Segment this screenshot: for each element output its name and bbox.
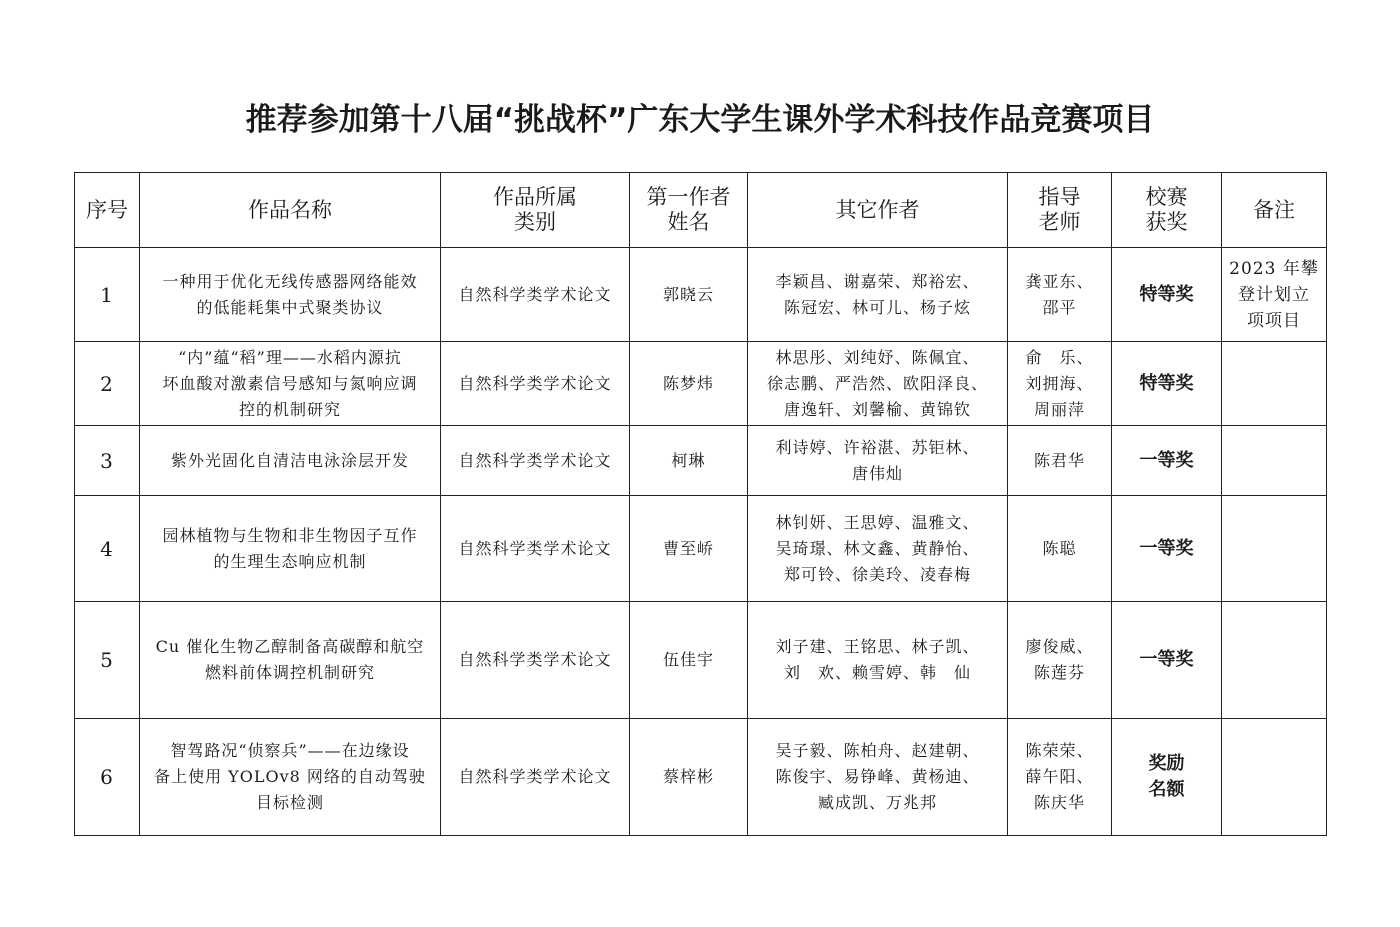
cell-name: 园林植物与生物和非生物因子互作 的生理生态响应机制 (140, 496, 441, 602)
cell-seq: 3 (75, 426, 140, 496)
cell-advisor: 龚亚东、 邵平 (1008, 248, 1112, 342)
cell-other-authors: 林钊妍、王思婷、温雅文、 吴琦璟、林文鑫、黄静怡、 郑可铃、徐美玲、凌春梅 (748, 496, 1008, 602)
cell-note (1222, 426, 1327, 496)
cell-name: Cu 催化生物乙醇制备高碳醇和航空 燃料前体调控机制研究 (140, 602, 441, 719)
cell-seq: 2 (75, 342, 140, 426)
cell-award: 一等奖 (1112, 602, 1222, 719)
cell-note (1222, 602, 1327, 719)
cell-award: 一等奖 (1112, 426, 1222, 496)
cell-award: 特等奖 (1112, 248, 1222, 342)
cell-category: 自然科学类学术论文 (441, 426, 630, 496)
header-category: 作品所属 类别 (441, 173, 630, 248)
cell-name: “内”蕴“稻”理——水稻内源抗 坏血酸对激素信号感知与氮响应调 控的机制研究 (140, 342, 441, 426)
cell-category: 自然科学类学术论文 (441, 248, 630, 342)
cell-category: 自然科学类学术论文 (441, 342, 630, 426)
header-advisor: 指导 老师 (1008, 173, 1112, 248)
cell-other-authors: 利诗婷、许裕湛、苏钜林、 唐伟灿 (748, 426, 1008, 496)
header-first-author: 第一作者 姓名 (630, 173, 748, 248)
header-award: 校赛 获奖 (1112, 173, 1222, 248)
cell-first-author: 蔡梓彬 (630, 719, 748, 836)
header-note: 备注 (1222, 173, 1327, 248)
table-row (75, 496, 1327, 602)
projects-table (74, 172, 1327, 836)
table-row (75, 248, 1327, 342)
cell-other-authors: 李颖昌、谢嘉荣、郑裕宏、 陈冠宏、林可儿、杨子炫 (748, 248, 1008, 342)
cell-advisor: 廖俊威、 陈莲芬 (1008, 602, 1112, 719)
page-title: 推荐参加第十八届“挑战杯”广东大学生课外学术科技作品竞赛项目 (245, 102, 1155, 138)
header-other-authors: 其它作者 (748, 173, 1008, 248)
cell-advisor: 陈聪 (1008, 496, 1112, 602)
cell-award: 特等奖 (1112, 342, 1222, 426)
cell-other-authors: 刘子建、王铭思、林子凯、 刘 欢、赖雪婷、韩 仙 (748, 602, 1008, 719)
table-row (75, 342, 1327, 426)
cell-category: 自然科学类学术论文 (441, 719, 630, 836)
header-seq: 序号 (75, 173, 140, 248)
header-name: 作品名称 (140, 173, 441, 248)
cell-advisor: 陈荣荣、 薛午阳、 陈庆华 (1008, 719, 1112, 836)
cell-other-authors: 林思彤、刘纯妤、陈佩宜、 徐志鹏、严浩然、欧阳泽良、 唐逸轩、刘馨榆、黄锦钦 (748, 342, 1008, 426)
cell-first-author: 郭晓云 (630, 248, 748, 342)
cell-category: 自然科学类学术论文 (441, 602, 630, 719)
cell-seq: 6 (75, 719, 140, 836)
cell-note: 2023 年攀 登计划立 项项目 (1222, 248, 1327, 342)
cell-first-author: 陈梦炜 (630, 342, 748, 426)
cell-name: 紫外光固化自清洁电泳涂层开发 (140, 426, 441, 496)
cell-award: 奖励 名额 (1112, 719, 1222, 836)
cell-advisor: 俞 乐、 刘拥海、 周丽萍 (1008, 342, 1112, 426)
cell-seq: 4 (75, 496, 140, 602)
header-row (75, 173, 1327, 248)
cell-name: 智驾路况“侦察兵”——在边缘设 备上使用 YOLOv8 网络的自动驾驶 目标检测 (140, 719, 441, 836)
cell-name: 一种用于优化无线传感器网络能效 的低能耗集中式聚类协议 (140, 248, 441, 342)
cell-award: 一等奖 (1112, 496, 1222, 602)
table-row (75, 602, 1327, 719)
cell-other-authors: 吴子毅、陈柏舟、赵建朝、 陈俊宇、易铮峰、黄杨迪、 臧成凯、万兆邦 (748, 719, 1008, 836)
cell-first-author: 柯琳 (630, 426, 748, 496)
cell-note (1222, 719, 1327, 836)
cell-note (1222, 342, 1327, 426)
table-row (75, 719, 1327, 836)
cell-category: 自然科学类学术论文 (441, 496, 630, 602)
cell-first-author: 伍佳宇 (630, 602, 748, 719)
cell-advisor: 陈君华 (1008, 426, 1112, 496)
cell-note (1222, 496, 1327, 602)
cell-seq: 5 (75, 602, 140, 719)
cell-seq: 1 (75, 248, 140, 342)
table-row (75, 426, 1327, 496)
cell-first-author: 曹至峤 (630, 496, 748, 602)
